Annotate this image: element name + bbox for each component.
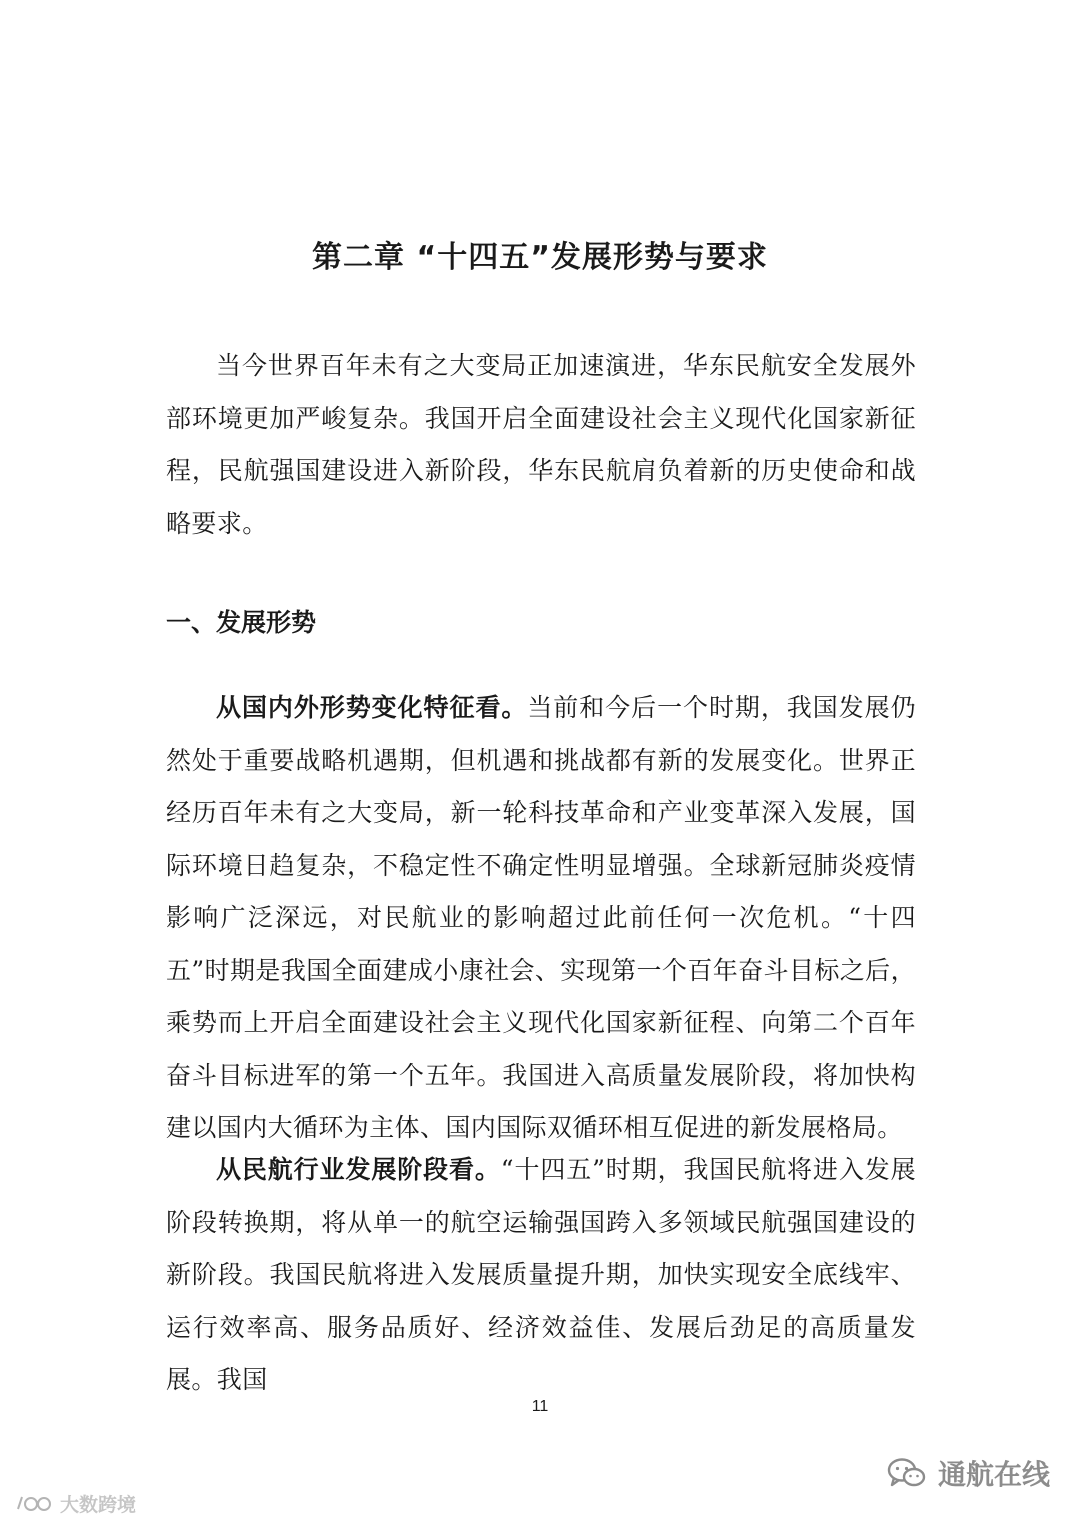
watermark-right-text: 通航在线 [937, 1458, 1050, 1491]
body-paragraph-1 [166, 682, 916, 1155]
wechat-icon [886, 1456, 928, 1490]
body-paragraph-2 [166, 1144, 916, 1407]
paragraph-lead: 从民航行业发展阶段看。 [216, 1155, 501, 1184]
page-number: 11 [531, 1398, 549, 1415]
intro-paragraph: 当今世界百年未有之大变局正加速演进，华东民航安全发展外部环境更加严峻复杂。我国开启全面建设社会主义现代化国家新征程，民航强国建设进入新阶段，华东民航肩负着新的历史使命和战略要求。 [166, 351, 916, 538]
watermark-left [14, 1488, 136, 1518]
brand-logo-icon [14, 1491, 54, 1515]
watermark-left-text: 大数跨境 [60, 1493, 137, 1516]
paragraph-text: “十四五”时期，我国民航将进入发展阶段转换期，将从单一的航空运输强国跨入多领域民航强国建设的新阶段。我国民航将进入发展质量提升期，加快实现安全底线牢、运行效率高、服务品质好、经济效益佳、发展后劲足的高质量发展。我国 [166, 1155, 916, 1394]
section-heading: 一、发展形势 [166, 608, 317, 637]
chapter-title: 第二章 “十四五”发展形势与要求 [312, 240, 768, 275]
paragraph-text: 当前和今后一个时期，我国发展仍然处于重要战略机遇期，但机遇和挑战都有新的发展变化。世界正经历百年未有之大变局，新一轮科技革命和产业变革深入发展，国际环境日趋复杂，不稳定性不确定性明显增强。全球新冠肺炎疫情影响广泛深远，对民航业的影响超过此前任何一次危机。“十四五”时期是我国全面建成小康社会、实现第一个百年奋斗目标之后，乘势而上开启全面建设社会主义现代化国家新征程、向第二个百年奋斗目标进军的第一个五年。我国进入高质量发展阶段，将加快构建以国内大循环为主体、国内国际双循环相互促进的新发展格局。 [166, 693, 916, 1142]
watermark-right [886, 1453, 1050, 1493]
paragraph-lead: 从国内外形势变化特征看。 [216, 693, 528, 722]
